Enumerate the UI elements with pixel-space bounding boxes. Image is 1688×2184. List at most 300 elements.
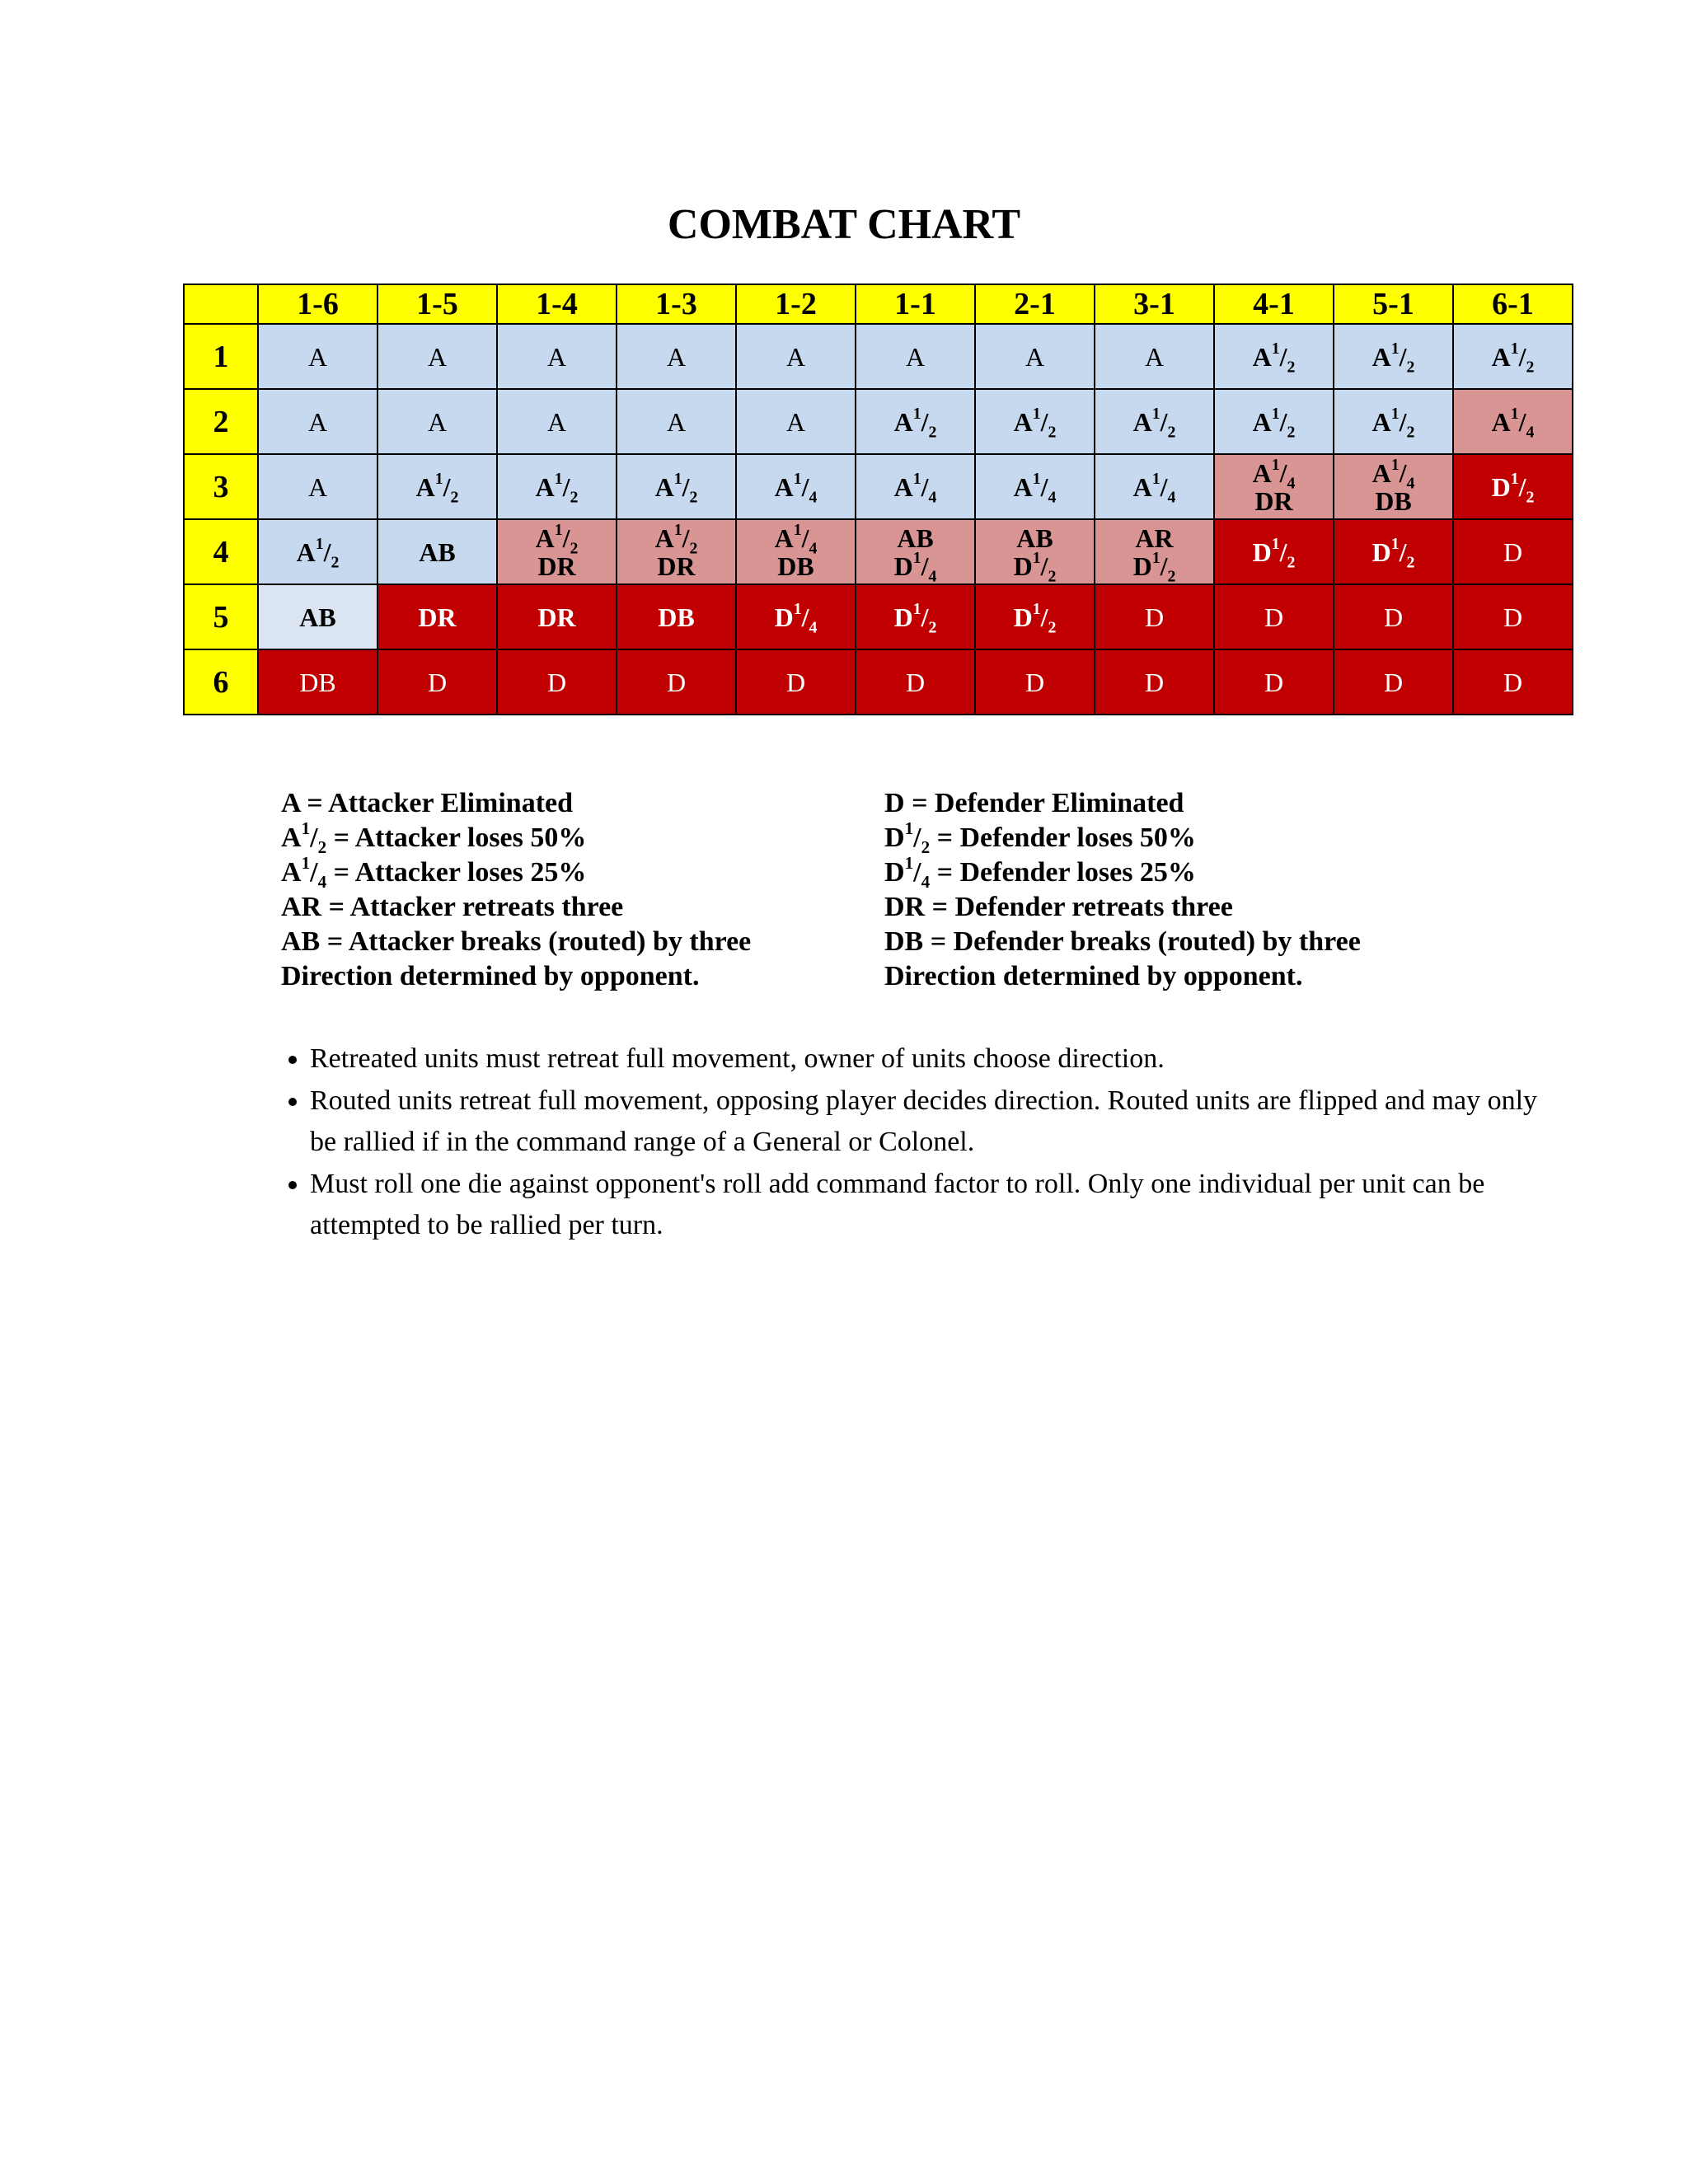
legend-text: Direction determined by opponent.: [884, 961, 1303, 991]
fraction-numerator: 1: [1032, 599, 1041, 618]
code-fraction: [793, 469, 818, 506]
result-cell: [1334, 649, 1453, 715]
fraction-numerator: 1: [912, 404, 921, 423]
result-cell: [1453, 519, 1573, 584]
result-line: [419, 537, 455, 567]
legend-item: [884, 852, 1361, 892]
fraction-slash: /: [801, 602, 809, 632]
code-base: A: [546, 406, 567, 437]
result-cell: [1095, 324, 1214, 389]
code-base: D: [1503, 667, 1523, 697]
result-line: [1372, 534, 1415, 571]
fraction-denominator: 4: [1287, 473, 1296, 492]
fraction-denominator: 2: [1406, 422, 1415, 441]
result-cell: [856, 584, 975, 649]
code-fraction: [673, 469, 698, 506]
code-base: A: [654, 523, 674, 553]
fraction-numerator: 1: [1151, 469, 1160, 488]
result-line: [658, 602, 694, 632]
code-base: A: [281, 788, 300, 818]
result-cell: [258, 584, 377, 649]
result-cell: [1214, 584, 1334, 649]
result-line: [547, 342, 566, 372]
result-line: [786, 407, 805, 437]
code-base: D: [1491, 471, 1511, 502]
code-fraction: [904, 818, 931, 857]
code-base: D: [1383, 602, 1404, 632]
fraction-slash: /: [562, 523, 570, 553]
fraction-slash: /: [310, 857, 318, 888]
fraction-denominator: 2: [1287, 422, 1296, 441]
fraction-denominator: 2: [1048, 422, 1057, 441]
code-fraction: [1032, 548, 1057, 585]
result-cell: [1095, 389, 1214, 454]
legend-item: [884, 925, 1361, 959]
result-cell: [377, 324, 497, 389]
result-line: [667, 668, 686, 697]
fraction-numerator: 1: [1032, 548, 1041, 567]
result-line: [308, 407, 327, 437]
legend-text: Direction determined by opponent.: [281, 961, 700, 991]
fraction-numerator: 1: [1271, 404, 1280, 423]
note-item: • Must roll one die against opponent's roll add command factor to roll. Only one individual per unit can be attempted to be rallied per turn.: [310, 1164, 1563, 1246]
code-base: D: [546, 667, 567, 697]
fraction-slash: /: [1160, 471, 1168, 502]
odds-header-cell: 1-6: [258, 284, 377, 324]
fraction-slash: /: [1518, 471, 1526, 502]
rules-notes-list: [256, 1038, 1563, 1247]
result-line: [1095, 524, 1213, 552]
code-fraction: [301, 852, 327, 892]
fraction-numerator: 1: [1390, 404, 1400, 423]
code-base: DB: [658, 602, 695, 632]
fraction-denominator: 2: [331, 552, 340, 571]
result-line: [856, 524, 974, 552]
result-cell: [258, 454, 377, 519]
die-roll-label: 5: [184, 584, 258, 649]
fraction-numerator: 1: [1032, 404, 1041, 423]
fraction-slash: /: [1399, 537, 1407, 567]
combat-table: [183, 284, 1573, 715]
code-base: AB: [1016, 523, 1053, 553]
code-base: A: [1132, 471, 1152, 502]
result-cell: [856, 519, 975, 584]
result-line: [1215, 487, 1333, 515]
code-base: D: [1503, 602, 1523, 632]
result-line: [428, 342, 447, 372]
code-base: A: [535, 523, 555, 553]
result-line: [1145, 342, 1164, 372]
code-fraction: [1032, 599, 1057, 636]
result-cell: [497, 519, 617, 584]
code-fraction: [1390, 404, 1415, 441]
code-base: DB: [777, 551, 814, 581]
fraction-slash: /: [1518, 406, 1526, 437]
result-line: [537, 602, 575, 632]
odds-header-cell: 1-5: [377, 284, 497, 324]
fraction-slash: /: [562, 471, 570, 502]
result-cell: [1453, 454, 1573, 519]
code-fraction: [434, 469, 459, 506]
odds-header-cell: 1-1: [856, 284, 975, 324]
result-cell: [497, 389, 617, 454]
legend-text: = Attacker retreats three: [321, 892, 624, 922]
legend-text: = Attacker loses 50%: [326, 823, 587, 853]
result-line: [1491, 404, 1535, 441]
odds-header-cell: 1-3: [617, 284, 736, 324]
code-fraction: [1032, 469, 1057, 506]
result-cell: [617, 389, 736, 454]
result-cell: [736, 454, 856, 519]
code-base: DB: [1375, 485, 1412, 516]
result-line: [299, 668, 335, 697]
result-line: [1252, 534, 1296, 571]
fraction-slash: /: [1040, 471, 1048, 502]
odds-header-cell: 1-4: [497, 284, 617, 324]
result-line: [498, 552, 616, 580]
fraction-slash: /: [1279, 341, 1287, 372]
fraction-denominator: 4: [1406, 473, 1415, 492]
result-line: [547, 407, 566, 437]
code-base: A: [1372, 341, 1391, 372]
code-base: A: [535, 471, 555, 502]
code-fraction: [1510, 339, 1535, 376]
result-cell: [497, 324, 617, 389]
code-fraction: [904, 852, 931, 892]
legend-item: [281, 925, 751, 959]
fraction-denominator: 4: [1526, 422, 1535, 441]
result-cell: [736, 649, 856, 715]
code-base: D: [893, 551, 913, 581]
fraction-numerator: 1: [1390, 455, 1400, 474]
result-cell: [975, 454, 1095, 519]
fraction-slash: /: [1040, 406, 1048, 437]
fraction-denominator: 4: [809, 617, 818, 636]
fraction-denominator: 2: [1406, 552, 1415, 571]
result-line: [976, 548, 1094, 585]
result-cell: [1214, 519, 1334, 584]
fraction-denominator: 2: [1048, 617, 1057, 636]
result-line: [1252, 404, 1296, 441]
fraction-denominator: 2: [1406, 357, 1415, 376]
fraction-slash: /: [913, 857, 921, 888]
result-line: [786, 668, 805, 697]
code-base: A: [666, 341, 687, 372]
result-line: [786, 342, 805, 372]
code-base: D: [1372, 537, 1391, 567]
code-base: D: [427, 667, 448, 697]
legend-text: = Attacker loses 25%: [326, 857, 587, 888]
result-line: [1384, 668, 1403, 697]
code-fraction: [315, 534, 340, 571]
code-base: D: [1264, 602, 1284, 632]
code-base: DR: [537, 551, 576, 581]
result-line: [667, 407, 686, 437]
result-line: [1145, 668, 1164, 697]
combat-corner-cell: [184, 284, 258, 324]
result-line: [296, 534, 340, 571]
fraction-numerator: 1: [1271, 339, 1280, 358]
result-cell: [1334, 584, 1453, 649]
fraction-numerator: 1: [434, 469, 443, 488]
legend-item: [281, 959, 751, 994]
result-line: [1013, 599, 1057, 636]
fraction-denominator: 2: [317, 837, 327, 857]
code-fraction: [554, 520, 579, 557]
code-base: A: [905, 341, 926, 372]
fraction-denominator: 4: [809, 487, 818, 506]
code-base: A: [774, 523, 794, 553]
code-fraction: [1271, 455, 1296, 492]
fraction-slash: /: [323, 537, 331, 567]
result-cell: [1095, 454, 1214, 519]
result-line: [308, 342, 327, 372]
code-base: DR: [537, 602, 576, 632]
page-title: COMBAT CHART: [667, 201, 1021, 248]
result-cell: [377, 649, 497, 715]
note-item: • Retreated units must retreat full movement, owner of units choose direction.: [310, 1038, 1563, 1080]
odds-header-cell: 5-1: [1334, 284, 1453, 324]
result-line: [737, 552, 855, 580]
result-cell: [975, 584, 1095, 649]
fraction-denominator: 2: [928, 617, 937, 636]
result-cell: [1095, 649, 1214, 715]
legend-item: [884, 890, 1361, 925]
code-fraction: [1151, 469, 1176, 506]
code-base: A: [893, 471, 913, 502]
result-line: [654, 469, 698, 506]
code-base: A: [1013, 471, 1033, 502]
result-cell: [1453, 584, 1573, 649]
code-fraction: [912, 599, 937, 636]
code-base: A: [307, 341, 328, 372]
code-fraction: [301, 818, 327, 857]
fraction-slash: /: [1279, 406, 1287, 437]
result-cell: [1095, 519, 1214, 584]
result-cell: [1095, 584, 1214, 649]
fraction-denominator: 2: [928, 422, 937, 441]
fraction-slash: /: [801, 471, 809, 502]
result-cell: [736, 324, 856, 389]
code-base: DR: [418, 602, 457, 632]
result-cell: [975, 649, 1095, 715]
result-cell: [497, 584, 617, 649]
legend-defender: [884, 786, 1361, 994]
code-fraction: [1151, 404, 1176, 441]
code-base: A: [415, 471, 435, 502]
legend-text: = Defender loses 25%: [930, 857, 1196, 888]
code-base: A: [785, 406, 806, 437]
code-base: D: [884, 823, 905, 853]
result-cell: [856, 454, 975, 519]
legend-item: [281, 786, 751, 821]
note-item: • Routed units retreat full movement, opposing player decides direction. Routed units are flipped and may only be rallied if in the command range of a General or Colonel.: [310, 1080, 1563, 1163]
result-line: [1503, 602, 1522, 632]
fraction-numerator: 1: [793, 520, 802, 539]
code-fraction: [1510, 404, 1535, 441]
fraction-slash: /: [1160, 551, 1168, 581]
fraction-slash: /: [682, 523, 690, 553]
result-line: [1503, 537, 1522, 567]
fraction-slash: /: [1279, 537, 1287, 567]
code-base: DB: [299, 667, 336, 697]
die-roll-row: [184, 584, 1573, 649]
fraction-numerator: 1: [1510, 469, 1519, 488]
code-base: A: [307, 406, 328, 437]
code-base: D: [1013, 602, 1033, 632]
result-line: [1145, 602, 1164, 632]
result-cell: [377, 519, 497, 584]
legend-attacker: [281, 786, 751, 994]
code-base: AB: [419, 537, 456, 567]
code-fraction: [554, 469, 579, 506]
fraction-numerator: 1: [912, 599, 921, 618]
fraction-numerator: 1: [673, 520, 682, 539]
code-base: D: [774, 602, 794, 632]
code-base: A: [1372, 406, 1391, 437]
result-line: [1372, 404, 1415, 441]
result-cell: [856, 324, 975, 389]
code-base: D: [1264, 667, 1284, 697]
code-base: A: [785, 341, 806, 372]
result-line: [976, 524, 1094, 552]
result-cell: [617, 584, 736, 649]
code-base: D: [1013, 551, 1033, 581]
legend-text: = Defender breaks (routed) by three: [923, 926, 1361, 957]
die-roll-label: 2: [184, 389, 258, 454]
legend-text: = Defender retreats three: [925, 892, 1233, 922]
code-base: AR: [1135, 523, 1174, 553]
result-cell: [736, 519, 856, 584]
result-line: [667, 342, 686, 372]
result-line: [1384, 602, 1403, 632]
result-cell: [1334, 389, 1453, 454]
code-fraction: [1390, 534, 1415, 571]
code-fraction: [793, 520, 818, 557]
code-base: A: [1013, 406, 1033, 437]
legend-item: [884, 786, 1361, 821]
code-fraction: [673, 520, 698, 557]
code-base: D: [1144, 602, 1165, 632]
result-line: [1025, 668, 1044, 697]
code-base: A: [1252, 341, 1272, 372]
result-line: [299, 602, 335, 632]
fraction-numerator: 1: [1151, 548, 1160, 567]
odds-header-cell: 1-2: [736, 284, 856, 324]
combat-table-body: [184, 284, 1573, 715]
result-line: [906, 668, 925, 697]
fraction-denominator: 2: [570, 538, 579, 557]
result-cell: [1334, 454, 1453, 519]
result-line: [1503, 668, 1522, 697]
result-cell: [377, 584, 497, 649]
result-cell: [497, 454, 617, 519]
legend-item: [884, 818, 1361, 857]
code-base: D: [1025, 667, 1045, 697]
fraction-numerator: 1: [1271, 455, 1280, 474]
result-cell: [1334, 519, 1453, 584]
code-fraction: [912, 469, 937, 506]
result-line: [737, 520, 855, 557]
code-base: A: [427, 406, 448, 437]
result-cell: [497, 649, 617, 715]
code-base: A: [546, 341, 567, 372]
odds-header-cell: 6-1: [1453, 284, 1573, 324]
result-cell: [1214, 324, 1334, 389]
code-base: DR: [884, 892, 926, 922]
result-line: [774, 599, 818, 636]
legend-item: [281, 890, 751, 925]
fraction-slash: /: [310, 823, 318, 853]
code-base: A: [296, 537, 316, 567]
fraction-slash: /: [1518, 341, 1526, 372]
code-base: A: [654, 471, 674, 502]
result-cell: [617, 454, 736, 519]
fraction-denominator: 4: [1167, 487, 1176, 506]
result-line: [1013, 404, 1057, 441]
fraction-denominator: 4: [809, 538, 818, 557]
result-line: [893, 404, 937, 441]
code-base: D: [1503, 537, 1523, 567]
fraction-denominator: 2: [921, 837, 931, 857]
legend-text: = Attacker breaks (routed) by three: [320, 926, 752, 957]
fraction-denominator: 2: [1167, 566, 1176, 585]
code-base: D: [893, 602, 913, 632]
fraction-numerator: 1: [1510, 404, 1519, 423]
fraction-denominator: 4: [317, 871, 327, 892]
result-line: [1264, 668, 1283, 697]
fraction-denominator: 2: [450, 487, 459, 506]
die-roll-row: [184, 649, 1573, 715]
fraction-numerator: 1: [793, 469, 802, 488]
die-roll-label: 3: [184, 454, 258, 519]
odds-header-cell: 2-1: [975, 284, 1095, 324]
code-base: A: [1144, 341, 1165, 372]
result-line: [1252, 339, 1296, 376]
fraction-slash: /: [921, 406, 929, 437]
code-fraction: [1271, 534, 1296, 571]
fraction-denominator: 2: [1287, 552, 1296, 571]
result-cell: [1214, 649, 1334, 715]
die-roll-label: 6: [184, 649, 258, 715]
fraction-denominator: 2: [689, 538, 698, 557]
result-line: [428, 668, 447, 697]
result-cell: [736, 389, 856, 454]
code-fraction: [1271, 404, 1296, 441]
result-cell: [617, 519, 736, 584]
code-fraction: [1390, 455, 1415, 492]
fraction-numerator: 1: [912, 469, 921, 488]
result-line: [1025, 342, 1044, 372]
fraction-numerator: 1: [301, 818, 311, 838]
result-cell: [975, 324, 1095, 389]
fraction-numerator: 1: [904, 852, 914, 873]
legend-text: = Defender Eliminated: [904, 788, 1184, 818]
odds-header-cell: 3-1: [1095, 284, 1214, 324]
code-base: AB: [281, 926, 321, 957]
result-line: [1013, 469, 1057, 506]
fraction-denominator: 2: [1048, 566, 1057, 585]
result-line: [415, 469, 459, 506]
fraction-numerator: 1: [1032, 469, 1041, 488]
result-cell: [258, 649, 377, 715]
code-base: D: [884, 788, 905, 818]
code-fraction: [912, 404, 937, 441]
result-cell: [736, 584, 856, 649]
result-line: [428, 407, 447, 437]
fraction-denominator: 2: [689, 487, 698, 506]
result-line: [856, 548, 974, 585]
